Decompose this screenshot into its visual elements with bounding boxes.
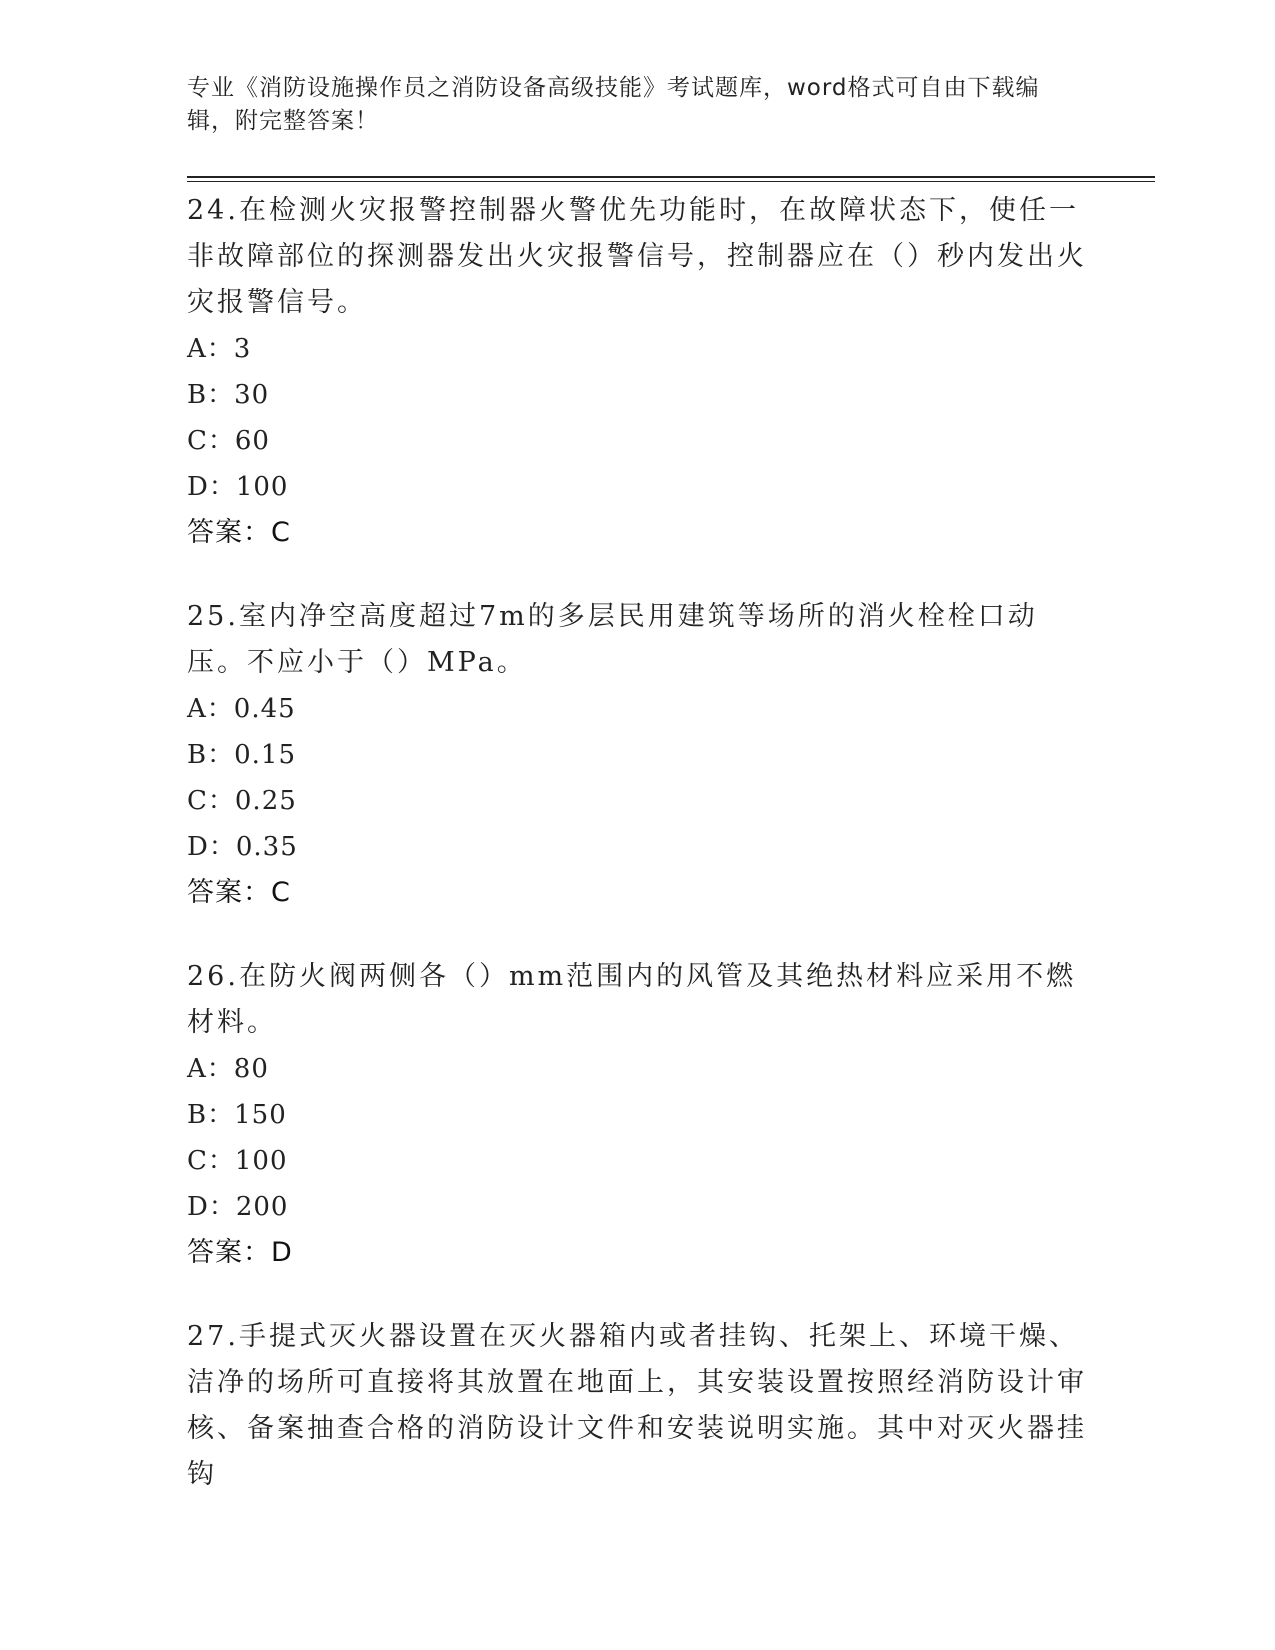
answer-line: 答案：D bbox=[187, 1237, 293, 1268]
answer-line: 答案：C bbox=[187, 517, 291, 548]
option-c: C：100 bbox=[187, 1146, 288, 1176]
option-d: D：0.35 bbox=[187, 832, 298, 862]
question-text: 27.手提式灭火器设置在灭火器箱内或者挂钩、托架上、环境干燥、洁净的场所可直接将其放置在地面上，其安装设置按照经消防设计审核、备案抽查合格的消防设计文件和安装说明实施。其中对灭火器挂钩 bbox=[187, 1321, 1087, 1490]
question-24 bbox=[187, 188, 1087, 556]
option-a: A：80 bbox=[187, 1054, 269, 1084]
option-b: B：150 bbox=[187, 1100, 287, 1130]
option-c: C：0.25 bbox=[187, 786, 297, 816]
question-25 bbox=[187, 594, 1087, 916]
question-list bbox=[187, 188, 1087, 1536]
option-d: D：200 bbox=[187, 1192, 289, 1222]
question-27 bbox=[187, 1314, 1087, 1498]
header-divider-thick bbox=[187, 176, 1155, 178]
question-26 bbox=[187, 954, 1087, 1276]
option-b: B：30 bbox=[187, 380, 270, 410]
option-b: B：0.15 bbox=[187, 740, 296, 770]
option-a: A：3 bbox=[187, 334, 252, 364]
option-d: D：100 bbox=[187, 472, 289, 502]
question-text: 24.在检测火灾报警控制器火警优先功能时，在故障状态下，使任一非故障部位的探测器发出火灾报警信号，控制器应在（）秒内发出火灾报警信号。 bbox=[187, 195, 1087, 318]
option-a: A：0.45 bbox=[187, 694, 296, 724]
document-header: 专业《消防设施操作员之消防设备高级技能》考试题库，word格式可自由下载编辑，附完整答案！ bbox=[187, 75, 1040, 134]
header-divider-thin bbox=[187, 181, 1155, 182]
question-text: 26.在防火阀两侧各（）mm范围内的风管及其绝热材料应采用不燃材料。 bbox=[187, 961, 1077, 1038]
question-text: 25.室内净空高度超过7m的多层民用建筑等场所的消火栓栓口动压。不应小于（）MPa。 bbox=[187, 601, 1038, 678]
option-c: C：60 bbox=[187, 426, 270, 456]
answer-line: 答案：C bbox=[187, 877, 291, 908]
